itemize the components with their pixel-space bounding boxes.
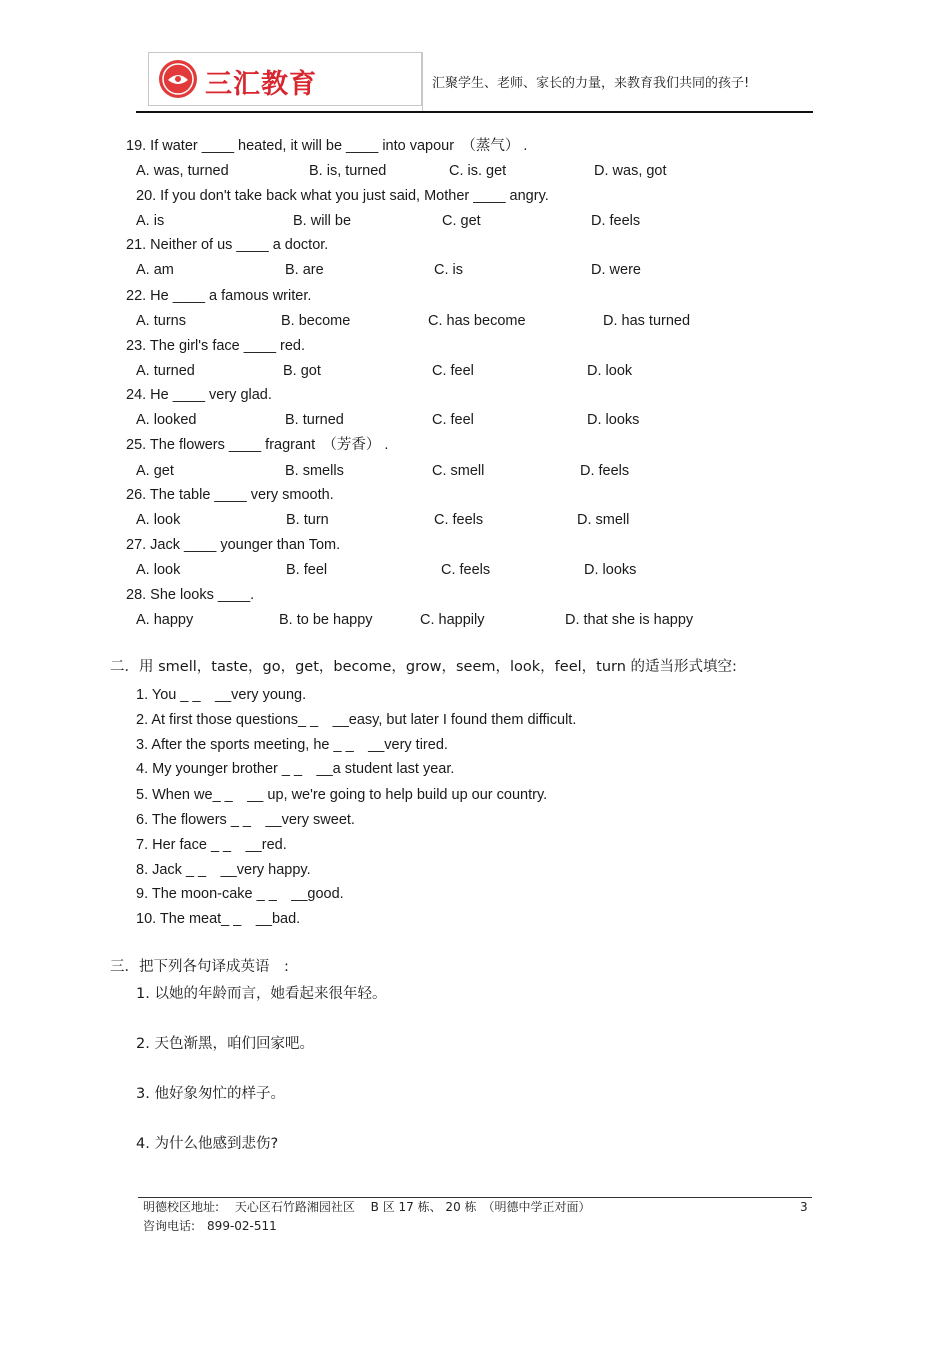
- option: A. turns: [136, 313, 186, 329]
- option: D. look: [587, 363, 633, 379]
- option: C. is. get: [449, 163, 507, 179]
- fill-item: 5. When we_ _ __ up, we're going to help build up our country.: [136, 787, 548, 803]
- option: D. smell: [577, 512, 630, 528]
- option: D. looks: [584, 562, 637, 578]
- option: C. has become: [428, 313, 526, 329]
- option: D. feels: [580, 463, 630, 479]
- option: C. feels: [434, 512, 484, 528]
- question-23: 23. The girl's face ____ red.: [126, 338, 306, 354]
- option: C. happily: [420, 612, 485, 628]
- fill-item: 6. The flowers _ _ __very sweet.: [136, 812, 355, 828]
- logo-text: 三汇教育: [205, 69, 317, 100]
- fill-item: 1. You _ _ __very young.: [136, 687, 307, 703]
- option: C. feels: [441, 562, 491, 578]
- option: A. was, turned: [136, 163, 229, 179]
- option: B. got: [283, 363, 321, 379]
- translate-item: 4. 为什么他感到悲伤?: [136, 1136, 279, 1152]
- fill-item: 8. Jack _ _ __very happy.: [136, 862, 311, 878]
- option: A. turned: [136, 363, 195, 379]
- option: B. will be: [293, 213, 352, 229]
- page-number: 3: [800, 1200, 808, 1214]
- header-rule: [136, 111, 813, 113]
- option: D. were: [591, 262, 641, 278]
- question-20: 20. If you don't take back what you just said, Mother ____ angry.: [136, 188, 549, 204]
- translate-item: 2. 天色渐黑，咱们回家吧。: [136, 1036, 314, 1052]
- question-19: 19. If water ____ heated, it will be ____ into vapour （蒸气） .: [126, 138, 528, 154]
- option: B. smells: [285, 463, 344, 479]
- fill-item: 9. The moon-cake _ _ __good.: [136, 886, 344, 902]
- header-slogan: 汇聚学生、老师、家长的力量，来教育我们共同的孩子!: [432, 76, 750, 91]
- option: C. is: [434, 262, 463, 278]
- question-22: 22. He ____ a famous writer.: [126, 288, 312, 304]
- option: A. is: [136, 213, 165, 229]
- question-24: 24. He ____ very glad.: [126, 387, 272, 403]
- fill-item: 3. After the sports meeting, he _ _ __very tired.: [136, 737, 448, 753]
- option: B. feel: [286, 562, 328, 578]
- footer-address: 明德校区地址: 天心区石竹路湘园社区 B 区 17 栋、 20 栋 （明德中学正对面）: [143, 1200, 591, 1214]
- option: B. become: [281, 313, 351, 329]
- option: D. looks: [587, 412, 640, 428]
- part3-title: 三．把下列各句译成英语 :: [110, 959, 289, 975]
- fill-item: 10. The meat_ _ __bad.: [136, 911, 301, 927]
- fill-item: 4. My younger brother _ _ __a student last year.: [136, 761, 455, 777]
- option: A. happy: [136, 612, 194, 628]
- option: C. feel: [432, 412, 474, 428]
- option: A. look: [136, 512, 181, 528]
- option: B. are: [285, 262, 324, 278]
- question-28: 28. She looks ____.: [126, 587, 255, 603]
- option: A. am: [136, 262, 174, 278]
- option: A. look: [136, 562, 181, 578]
- logo-emblem-icon: [157, 58, 199, 100]
- option: D. was, got: [594, 163, 667, 179]
- option: B. turn: [286, 512, 329, 528]
- footer-phone: 咨询电话: 899-02-511: [143, 1219, 277, 1233]
- option: D. feels: [591, 213, 641, 229]
- option: B. to be happy: [279, 612, 373, 628]
- translate-item: 3. 他好象匆忙的样子。: [136, 1086, 285, 1102]
- option: C. feel: [432, 363, 474, 379]
- fill-item: 2. At first those questions_ _ __easy, but later I found them difficult.: [136, 712, 577, 728]
- translate-item: 1. 以她的年龄而言，她看起来很年轻。: [136, 986, 387, 1002]
- option: B. turned: [285, 412, 344, 428]
- question-27: 27. Jack ____ younger than Tom.: [126, 537, 341, 553]
- question-21: 21. Neither of us ____ a doctor.: [126, 237, 329, 253]
- logo-box: [148, 52, 422, 106]
- option: C. smell: [432, 463, 485, 479]
- option: A. looked: [136, 412, 197, 428]
- question-25: 25. The flowers ____ fragrant （芳香） .: [126, 437, 389, 453]
- part2-title: 二．用 smell，taste，go，get，become，grow，seem，look，feel，turn 的适当形式填空:: [110, 659, 737, 675]
- option: D. that she is happy: [565, 612, 694, 628]
- option: B. is, turned: [309, 163, 387, 179]
- option: D. has turned: [603, 313, 691, 329]
- option: C. get: [442, 213, 481, 229]
- header-divider: [422, 52, 423, 111]
- fill-item: 7. Her face _ _ __red.: [136, 837, 287, 853]
- question-26: 26. The table ____ very smooth.: [126, 487, 334, 503]
- option: A. get: [136, 463, 174, 479]
